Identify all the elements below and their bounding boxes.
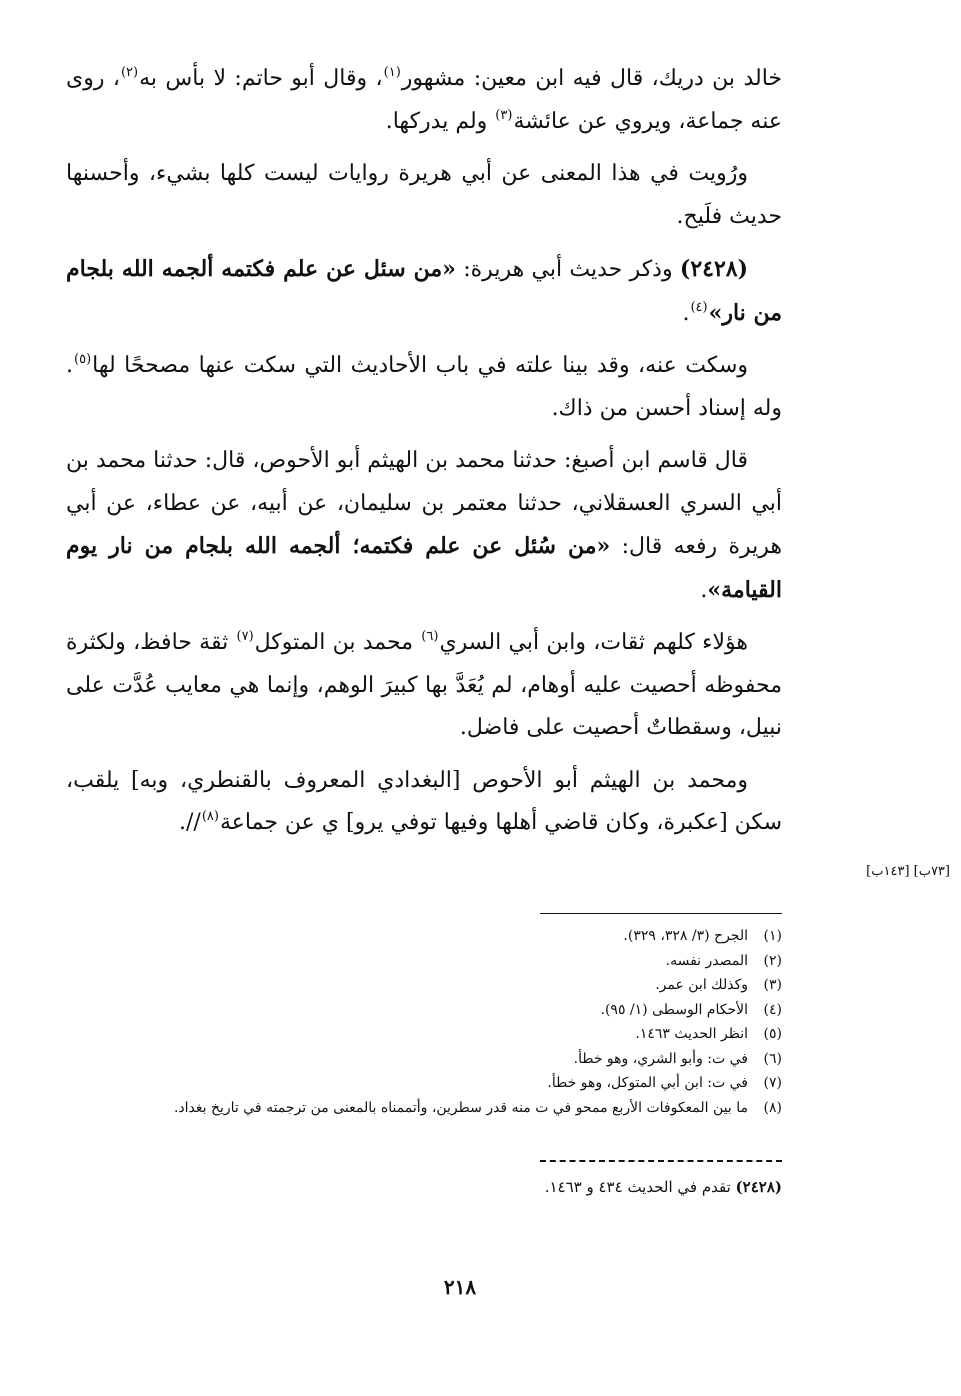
- text-run: ومحمد بن الهيثم أبو الأحوص [البغدادي المعروف بالقنطري، وبه] يلقب، سكن [عكبرة، وكان قاضي أهلها وفيها توفي يرو] ي عن جماعة: [66, 767, 782, 835]
- footnote-number: (٤): [763, 1001, 782, 1018]
- footnote-text: وكذلك ابن عمر.: [655, 977, 748, 993]
- paragraph-3: [66, 248, 782, 335]
- footnotes: [100, 924, 782, 1120]
- footnote-item: [100, 949, 782, 974]
- text-run: وذكر حديث أبي هريرة:: [455, 257, 680, 282]
- footnote-separator: [540, 913, 782, 914]
- footnote-number: (٨): [763, 1099, 782, 1116]
- footnote-number: (٧): [763, 1075, 782, 1091]
- footnote-text: المصدر نفسه.: [665, 952, 748, 969]
- footnote-ref-6: (٦): [421, 629, 439, 644]
- text-run: .: [700, 577, 708, 603]
- hadith-quote: «من سئل عن علم فكتمه ألجمه الله بلجام من نار»: [66, 256, 782, 326]
- text-run: وسكت عنه، وقد بينا علته في باب الأحاديث التي سكت عنها مصححًا لها: [92, 353, 748, 378]
- paragraph-6: [66, 622, 782, 750]
- paragraph-7: [66, 760, 782, 845]
- footnote-ref-5: (٥): [74, 352, 92, 367]
- footnote-item: [100, 1047, 782, 1072]
- manuscript-folio-marker: [٧٣ب] [١٤٣ب]: [866, 864, 950, 879]
- footnote-ref-8: (٨): [201, 809, 219, 824]
- cross-reference-separator: [540, 1160, 782, 1162]
- footnote-item: [100, 998, 782, 1023]
- footnote-number: (٣): [763, 977, 782, 993]
- footnote-ref-3: (٣): [495, 107, 513, 123]
- footnote-number: (٦): [763, 1050, 782, 1067]
- main-text: [66, 58, 782, 855]
- hadith-number: (٢٤٢٨): [679, 256, 749, 282]
- text-run: ثقة حافظ، ولكثرة محفوظه أحصيت عليه أوهام، لم يُعَدَّ بها كبيرَ الوهم، وإنما هي معايب عُدَّت على نبيل، وسقطاتٌ أحصيت على فاضل.: [66, 630, 782, 740]
- cross-reference-number: (٢٤٢٨): [735, 1178, 782, 1196]
- footnote-ref-4: (٤): [690, 299, 708, 315]
- footnote-item: [100, 1022, 782, 1047]
- cross-reference-text: تقدم في الحديث ٤٣٤ و ١٤٦٣.: [544, 1178, 736, 1196]
- text-run: خالد بن دريك، قال فيه ابن معين: مشهور: [401, 66, 782, 91]
- footnote-ref-1: (١): [383, 65, 401, 80]
- text-run: ، وقال أبو حاتم: لا بأس به: [139, 66, 383, 91]
- footnote-text: في ت: ابن أبي المتوكل، وهو خطأ.: [547, 1075, 748, 1091]
- footnote-text: الأحكام الوسطى (١/ ٩٥).: [600, 1001, 748, 1018]
- cross-reference: [300, 1178, 782, 1196]
- footnote-item: [100, 1071, 782, 1096]
- paragraph-5: [66, 440, 782, 612]
- text-run: ولم يدركها.: [385, 108, 495, 134]
- text-run: محمد بن المتوكل: [254, 630, 421, 655]
- footnote-text: ما بين المعكوفات الأربع ممحو في ت منه قدر سطرين، وأتممناه بالمعنى من ترجمته في تاريخ بغداد.: [173, 1099, 748, 1116]
- footnote-ref-2: (٢): [120, 65, 139, 80]
- footnote-number: (٢): [763, 952, 782, 969]
- paragraph-1: [66, 58, 782, 143]
- footnote-ref-7: (٧): [236, 629, 254, 644]
- text-run: .: [682, 300, 690, 326]
- text-run: هؤلاء كلهم ثقات، وابن أبي السري: [439, 630, 749, 655]
- footnote-text: الجرح (٣/ ٣٢٨، ٣٢٩).: [623, 928, 748, 944]
- footnote-text: في ت: وأبو الشري، وهو خطأ.: [573, 1050, 748, 1067]
- footnote-number: (١): [763, 928, 782, 944]
- footnote-item: [100, 1096, 782, 1121]
- footnote-item: [100, 973, 782, 998]
- hadith-quote: «من سُئل عن علم فكتمه؛ ألجمه الله بلجام من نار يوم القيامة»: [66, 533, 782, 603]
- paragraph-2: ورُويت في هذا المعنى عن أبي هريرة روايات ليست كلها بشيء، وأحسنها حديث فلَيح.: [66, 161, 782, 229]
- text-run: //.: [179, 810, 201, 835]
- page-number: ٢١٨: [443, 1275, 477, 1299]
- paragraph-4: [66, 345, 782, 430]
- text-run: قال قاسم ابن أصبغ: حدثنا محمد بن الهيثم أبو الأحوص، قال: حدثنا محمد بن أبي السري العسقلاني، حدثنا معتمر بن سليمان، عن أبيه، عن عطاء، عن أبي هريرة رفعه قال:: [66, 448, 782, 559]
- text-run: . وله إسناد أحسن من ذاك.: [66, 353, 782, 421]
- text-run: ، روى عنه جماعة، ويروي عن عائشة: [66, 66, 782, 134]
- footnote-text: انظر الحديث ١٤٦٣.: [635, 1026, 748, 1042]
- footnote-item: [100, 924, 782, 949]
- footnote-number: (٥): [763, 1026, 782, 1042]
